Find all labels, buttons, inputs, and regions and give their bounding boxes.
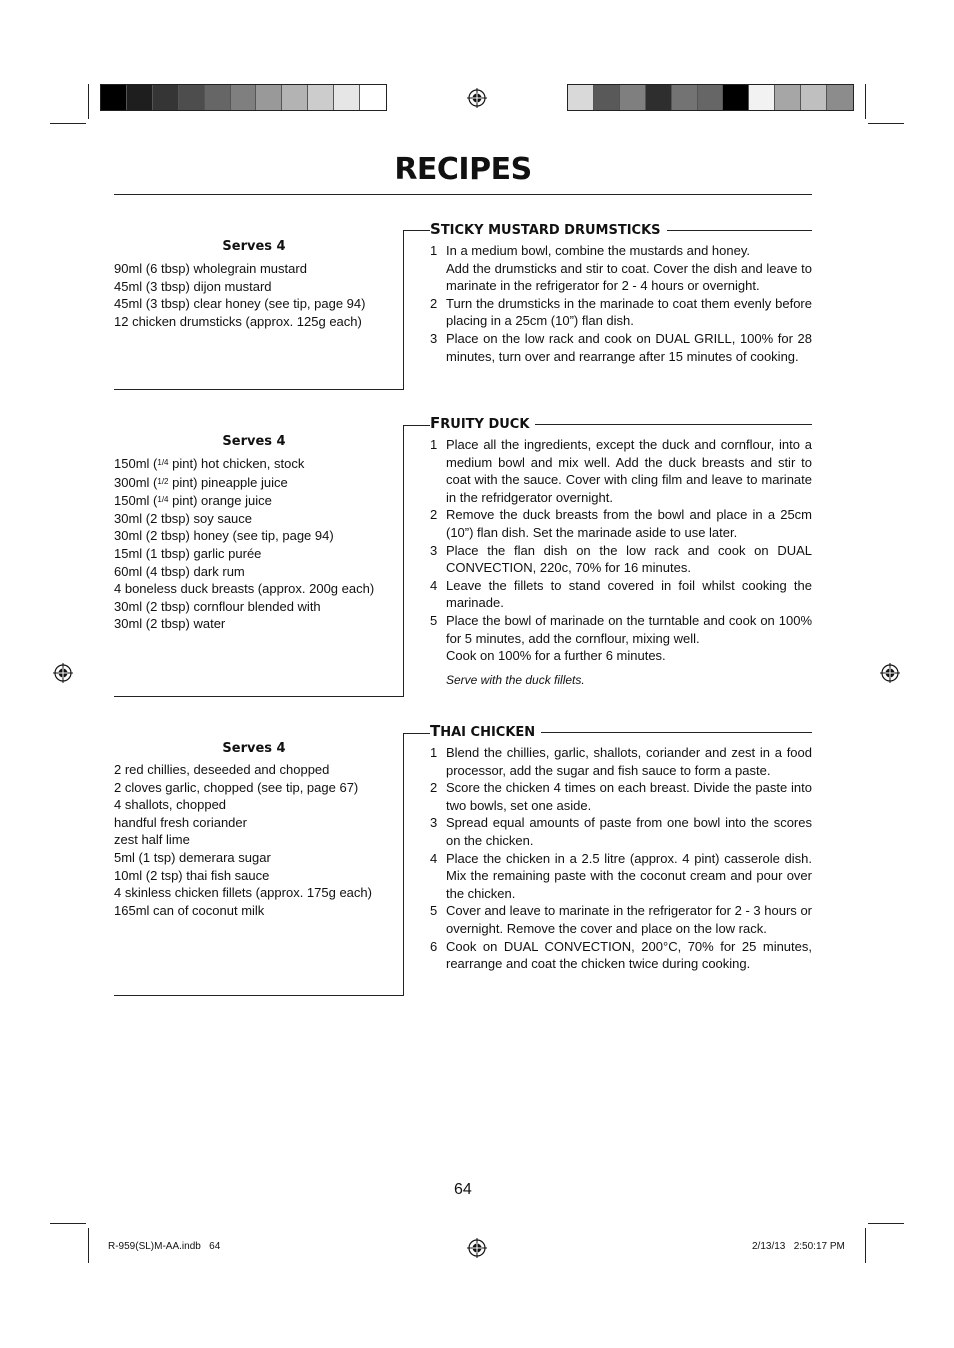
step-number: 6 (430, 938, 438, 954)
heading-rule (667, 230, 812, 231)
step-number: 2 (430, 780, 438, 796)
crosshair-target-icon (53, 663, 73, 683)
recipe-heading (430, 220, 812, 238)
ingredient-item: 4 shallots, chopped (114, 797, 227, 813)
method-step (430, 242, 812, 295)
crosshair-target-icon (467, 1238, 487, 1258)
heading-rule (404, 230, 430, 231)
step-text: Remove the duck breasts from the bowl and place in a 25cm (10”) flan dish. Set the marinade aside to use later. (446, 507, 812, 540)
color-swatch (308, 85, 334, 110)
step-text: In a medium bowl, combine the mustards and honey. Add the drumsticks and stir to coat. Cover the dish and leave to marinate in the refrigerator for 2 - 4 hours or overnight. (446, 243, 812, 294)
step-text: Turn the drumsticks in the marinade to coat them evenly before placing in a 25cm (10”) flan dish. (446, 295, 812, 329)
ingredient-item: 150ml ($^{1/4}$ pint) hot chicken, stock (114, 456, 305, 471)
crop-mark (50, 123, 86, 124)
page-number: 64 (454, 1181, 472, 1198)
color-calibration-bar-left (100, 84, 387, 111)
serves-label: Serves 4 (222, 434, 286, 449)
method-step (430, 779, 812, 814)
heading-initial: S (430, 220, 441, 238)
ingredient-item: 2 cloves garlic, chopped (see tip, page 67) (114, 779, 359, 795)
method-step (430, 542, 812, 577)
color-calibration-bar-right (567, 84, 854, 111)
page-title: RECIPES (394, 152, 532, 187)
color-swatch (594, 85, 620, 110)
color-swatch (698, 85, 724, 110)
ingredient-item: 150ml ($^{1/4}$ pint) orange juice (114, 493, 272, 509)
ingredients-box (114, 733, 404, 996)
color-swatch (620, 85, 646, 110)
ingredient-item: 45ml (3 tbsp) clear honey (see tip, page 94) (114, 296, 366, 312)
method-step (430, 744, 812, 779)
title-divider (114, 194, 812, 195)
method-steps (430, 242, 812, 365)
ingredients-box (114, 425, 404, 697)
ingredient-item: 300ml ($^{1/2}$ pint) pineapple juice (114, 474, 288, 490)
ingredient-item: 15ml (1 tbsp) garlic purée (114, 545, 262, 561)
ingredient-item: 30ml (2 tbsp) water (114, 616, 226, 632)
method-step (430, 938, 812, 973)
step-number: 5 (430, 903, 438, 919)
method-step (430, 902, 812, 937)
ingredient-item: 30ml (2 tbsp) cornflour blended with (114, 598, 321, 614)
color-swatch (179, 85, 205, 110)
ingredient-item: 60ml (4 tbsp) dark rum (114, 563, 245, 579)
method-step (430, 577, 812, 612)
color-swatch (801, 85, 827, 110)
step-number: 3 (430, 815, 438, 831)
ingredient-item: 30ml (2 tbsp) honey (see tip, page 94) (114, 528, 334, 544)
color-swatch (749, 85, 775, 110)
serves-label: Serves 4 (222, 239, 286, 254)
ingredient-list (114, 454, 374, 633)
ingredient-item: 45ml (3 tbsp) dijon mustard (114, 278, 272, 294)
heading-rule (535, 424, 812, 425)
method-step (430, 814, 812, 849)
step-number: 3 (430, 330, 438, 346)
color-swatch (775, 85, 801, 110)
ingredient-item: handful fresh coriander (114, 814, 247, 830)
color-swatch (646, 85, 672, 110)
color-swatch (723, 85, 749, 110)
color-swatch (256, 85, 282, 110)
step-text: Place on the low rack and cook on DUAL GRILL, 100% for 28 minutes, turn over and rearrange after 15 minutes of cooking. (446, 330, 812, 364)
ingredient-item: 165ml can of coconut milk (114, 902, 265, 918)
method-step (430, 295, 812, 330)
crop-mark (88, 84, 89, 119)
step-number: 1 (430, 437, 438, 452)
step-text: Leave the fillets to stand covered in foil whilst cooking the marinade. (446, 577, 812, 611)
step-text: Blend the chillies, garlic, shallots, coriander and zest in a food processor, add the sugar and fish sauce to form a paste. (446, 745, 812, 778)
crop-mark (88, 1228, 89, 1263)
heading-text: TICKY MUSTARD DRUMSTICKS (440, 223, 661, 238)
step-text: Cover and leave to marinate in the refrigerator for 2 - 3 hours or overnight. Remove the cover and place on the low rack. (446, 903, 812, 936)
ingredient-item: 12 chicken drumsticks (approx. 125g each) (114, 313, 362, 329)
ingredient-item: 2 red chillies, deseeded and chopped (114, 762, 330, 777)
color-swatch (153, 85, 179, 110)
color-swatch (827, 85, 853, 110)
method-step (430, 506, 812, 541)
step-number: 2 (430, 295, 438, 311)
step-text: Place all the ingredients, except the duck and cornflour, into a medium bowl and mix well. Add the duck breasts and stir to coat with the sauce. Cover with cling film and leave to marinate in the refridgerator overnight. (446, 437, 812, 505)
step-text: Place the flan dish on the low rack and cook on DUAL CONVECTION, 220c, 70% for 16 minutes. (446, 542, 812, 576)
crop-mark (865, 1228, 866, 1263)
ingredient-item: 5ml (1 tsp) demerara sugar (114, 849, 271, 865)
ingredient-list (114, 260, 365, 330)
color-swatch (127, 85, 153, 110)
step-text: Place the chicken in a 2.5 litre (approx. 4 pint) casserole dish. Mix the remaining paste with the coconut cream and pour over the chicken. (446, 850, 812, 901)
method-step (430, 330, 812, 365)
footer-file-info: R-959(SL)M-AA.indb 64 (108, 1241, 221, 1252)
serving-note: Serve with the duck fillets. (446, 672, 585, 687)
ingredient-item: 30ml (2 tbsp) soy sauce (114, 510, 253, 526)
heading-rule (404, 425, 430, 426)
step-number: 1 (430, 745, 438, 760)
recipe-heading (430, 414, 812, 432)
crosshair-target-icon (467, 88, 487, 108)
crop-mark (50, 1223, 86, 1224)
color-swatch (334, 85, 360, 110)
method-step (430, 612, 812, 665)
method-steps (430, 744, 812, 973)
ingredient-item: 4 skinless chicken fillets (approx. 175g each) (114, 885, 372, 901)
color-swatch (205, 85, 231, 110)
color-swatch (360, 85, 386, 110)
color-swatch (101, 85, 127, 110)
heading-rule (541, 732, 812, 733)
ingredients-box (114, 230, 404, 390)
method-step (430, 436, 812, 506)
crop-mark (868, 1223, 904, 1224)
step-number: 5 (430, 612, 438, 628)
color-swatch (672, 85, 698, 110)
method-steps (430, 436, 812, 689)
footer-timestamp: 2/13/13 2:50:17 PM (752, 1241, 845, 1252)
color-swatch (231, 85, 257, 110)
color-swatch (282, 85, 308, 110)
color-swatch (568, 85, 594, 110)
heading-text: HAI CHICKEN (440, 725, 536, 740)
step-number: 1 (430, 243, 438, 258)
step-number: 2 (430, 507, 438, 523)
ingredient-item: 4 boneless duck breasts (approx. 200g each) (114, 581, 375, 597)
crop-mark (868, 123, 904, 124)
ingredient-list (114, 761, 372, 919)
method-step (430, 850, 812, 903)
ingredient-item: zest half lime (114, 832, 190, 848)
step-number: 4 (430, 577, 438, 593)
step-text: Place the bowl of marinade on the turntable and cook on 100% for 5 minutes, add the cornflour, mixing well. Cook on 100% for a further 6 minutes. (446, 612, 812, 664)
heading-rule (404, 733, 430, 734)
ingredient-item: 10ml (2 tsp) thai fish sauce (114, 867, 270, 883)
recipe-heading (430, 722, 812, 740)
ingredient-item: 90ml (6 tbsp) wholegrain mustard (114, 261, 307, 276)
crop-mark (865, 84, 866, 119)
step-number: 4 (430, 850, 438, 866)
heading-text: RUITY DUCK (440, 417, 530, 432)
heading-initial: T (430, 722, 441, 740)
heading-initial: F (430, 414, 441, 432)
serves-label: Serves 4 (222, 741, 286, 756)
step-number: 3 (430, 542, 438, 558)
crosshair-target-icon (880, 663, 900, 683)
step-text: Cook on DUAL CONVECTION, 200°C, 70% for 25 minutes, rearrange and coat the chicken twice during cooking. (446, 938, 812, 972)
step-text: Spread equal amounts of paste from one bowl into the scores on the chicken. (446, 815, 812, 848)
step-text: Score the chicken 4 times on each breast. Divide the paste into two bowls, set one aside. (446, 780, 812, 813)
